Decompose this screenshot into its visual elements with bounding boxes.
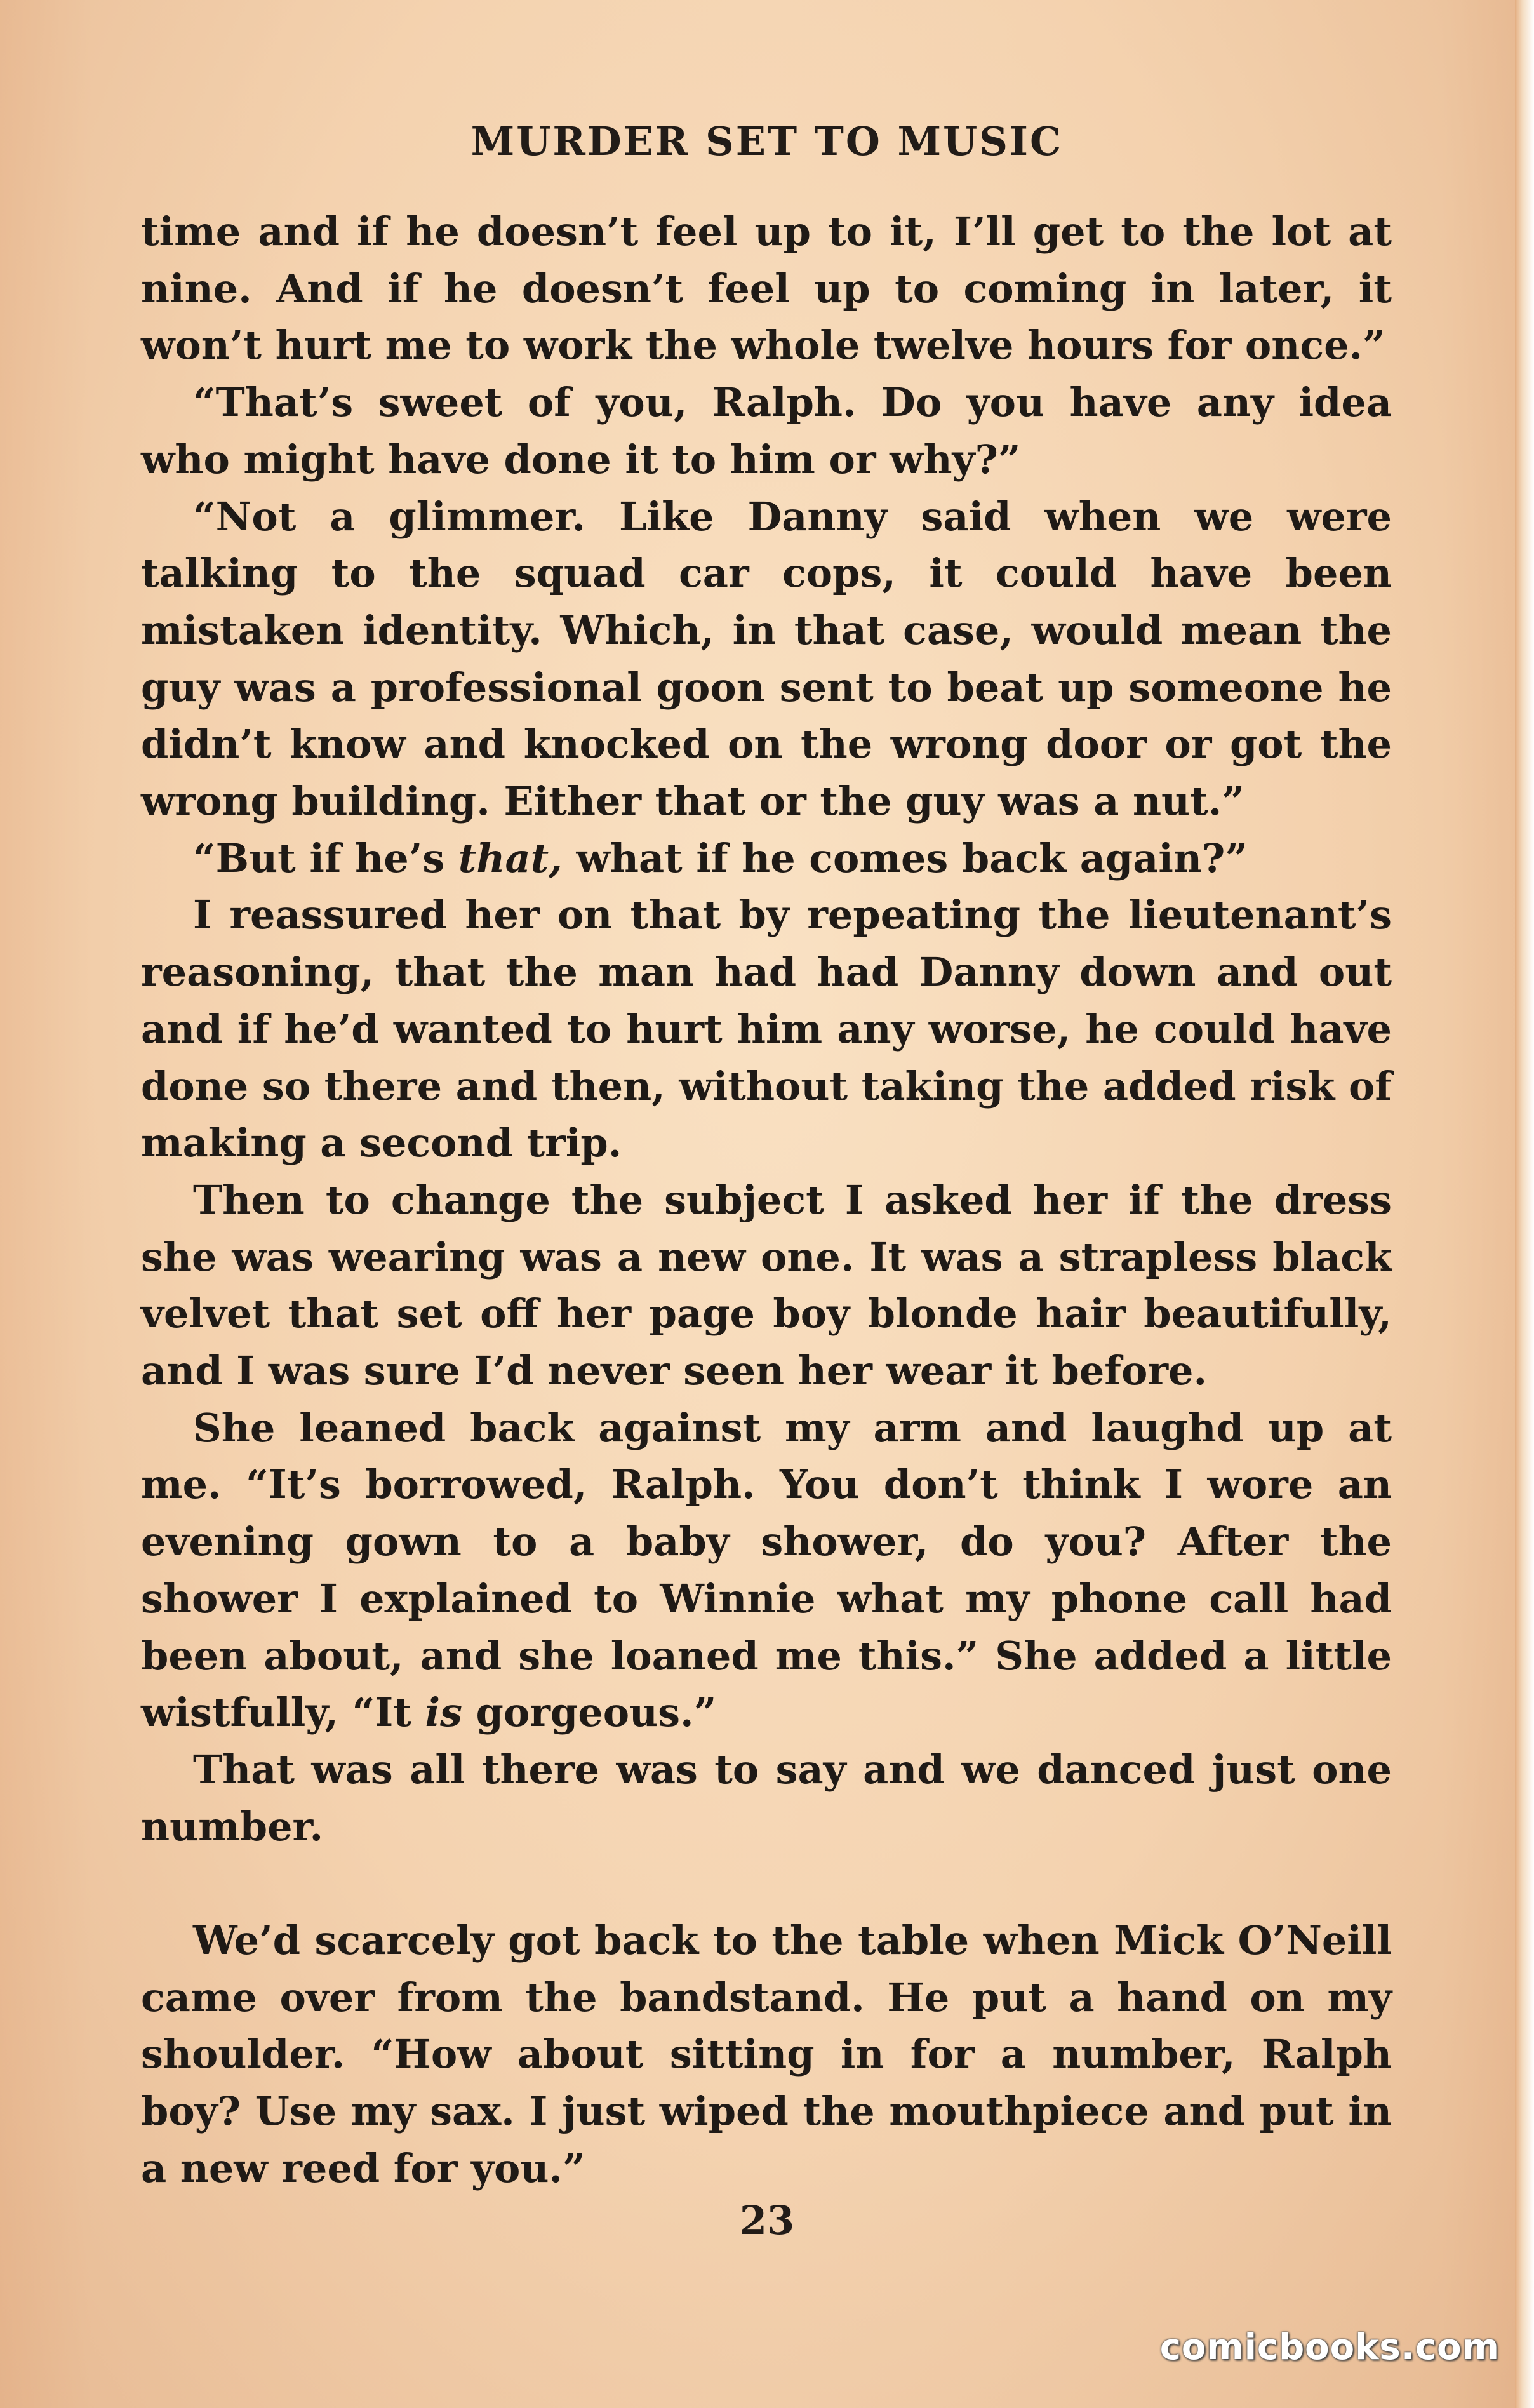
body-text: [141, 203, 1392, 2197]
paragraph-9: We’d scarcely got back to the table when Mick O’Neill came over from the bandstand. He put a hand on my shoulder. “How about sitting in for a number, Ralph boy? Use my sax. I just wiped the mouthpiece and put in a new reed for you.”: [141, 1917, 1392, 2191]
paragraph-1: time and if he doesn’t feel up to it, I’ll get to the lot at nine. And if he doesn’t feel up to coming in later, it won’t hurt me to work the whole twelve hours for once.”: [141, 208, 1392, 369]
paragraph-7-end: gorgeous.”: [462, 1689, 717, 1736]
watermark: comicbooks.com: [1159, 2327, 1500, 2368]
running-head: MURDER SET TO MUSIC: [470, 118, 1064, 164]
paragraph-6: Then to change the subject I asked her if the dress she was wearing was a new one. It was a strapless black velvet that set off her page boy blonde hair beautifully, and I was sure I’d never seen her wear it before.: [141, 1176, 1392, 1395]
paragraph-8: That was all there was to say and we danced just one number.: [141, 1746, 1392, 1850]
page-edge: [1515, 0, 1534, 2408]
paragraph-7: [141, 1400, 1392, 1741]
paragraph-4-italic: that,: [458, 834, 563, 881]
paragraph-3: “Not a glimmer. Like Danny said when we were talking to the squad car cops, it could have been mistaken identity. Which, in that case, would mean the guy was a professional goon sent to beat up someone he didn’t know and knocked on the wrong door or got the wrong building. Either that or the guy was a nut.”: [141, 493, 1392, 825]
paragraph-7-italic: is: [425, 1689, 462, 1736]
page-number: 23: [739, 2197, 795, 2244]
paragraph-4: [141, 830, 1392, 887]
paragraph-2: “That’s sweet of you, Ralph. Do you have any idea who might have done it to him or why?”: [141, 379, 1392, 483]
paragraph-4-end: what if he comes back again?”: [562, 834, 1248, 881]
paragraph-4-start: “But if he’s: [193, 834, 458, 881]
paragraph-5: I reassured her on that by repeating the lieutenant’s reasoning, that the man had had Danny down and out and if he’d wanted to hurt him any worse, he could have done so there and then, without taking the added risk of making a second trip.: [141, 892, 1392, 1167]
paragraph-7-start: She leaned back against my arm and laughd up at me. “It’s borrowed, Ralph. You don’t think I wore an evening gown to a baby shower, do you? After the shower I explained to Winnie what my phone call had been about, and she loaned me this.” She added a little wistfully, “It: [141, 1404, 1392, 1736]
